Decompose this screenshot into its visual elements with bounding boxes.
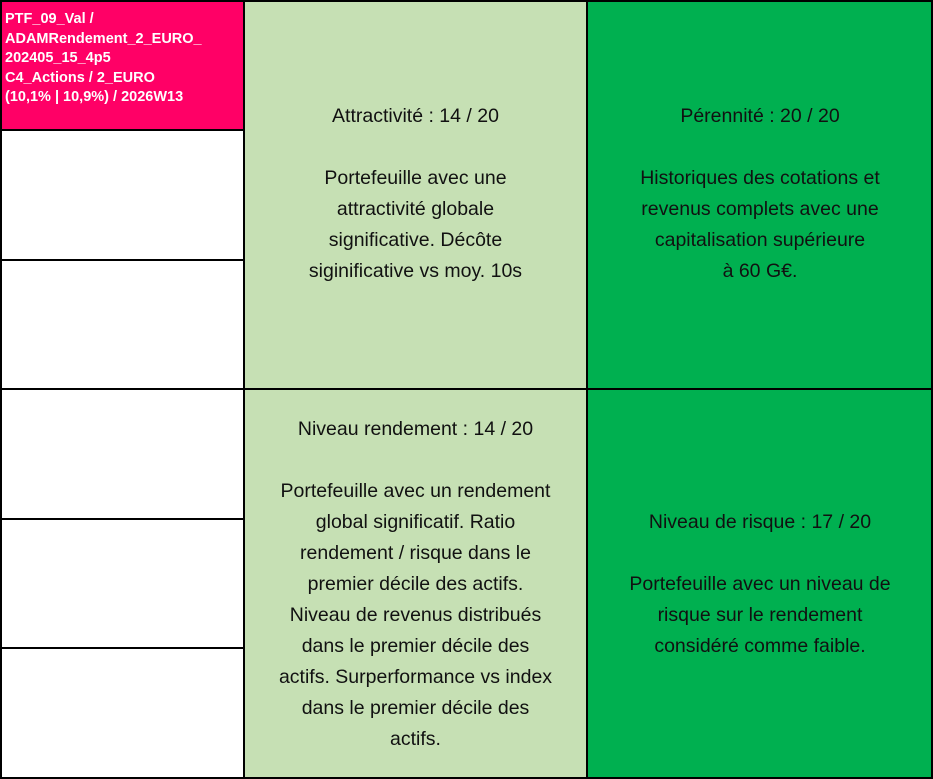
attractivite-score: Attractivité : 14 / 20 xyxy=(332,104,499,127)
empty-cell-3 xyxy=(0,389,244,519)
empty-cell-1 xyxy=(0,130,244,260)
rendement-cell xyxy=(244,389,587,779)
risque-description: Portefeuille avec un niveau de risque sur le rendement considéré comme faible. xyxy=(629,572,891,657)
perennite-cell xyxy=(587,0,933,389)
risque-score: Niveau de risque : 17 / 20 xyxy=(648,510,872,533)
empty-cell-5 xyxy=(0,648,244,779)
border-left-4 xyxy=(0,647,244,649)
empty-cell-2 xyxy=(0,260,244,389)
perennite-description: Historiques des cotations et revenus complets avec une capitalisation supérieure à 60 G€. xyxy=(640,166,880,282)
risque-cell xyxy=(587,389,933,779)
attractivite-cell xyxy=(244,0,587,389)
border-top xyxy=(0,0,933,2)
border-row-mid xyxy=(0,388,933,390)
border-left-2 xyxy=(0,259,244,261)
portfolio-title: PTF_09_Val / ADAMRendement_2_EURO_ 202405_15_4p5 C4_Actions / 2_EURO (10,1% | 10,9%) / 2026W13 xyxy=(0,0,244,130)
border-left-3 xyxy=(0,518,244,520)
rendement-description: Portefeuille avec un rendement global significatif. Ratio rendement / risque dans le premier décile des actifs. Niveau de revenus distribués dans le premier décile des actifs. Surperformance vs index dans le premier décile des actifs. xyxy=(278,479,553,750)
rendement-score: Niveau rendement : 14 / 20 xyxy=(297,417,534,440)
empty-cell-4 xyxy=(0,519,244,648)
attractivite-description: Portefeuille avec une attractivité globale significative. Décôte siginificative vs moy. 10s xyxy=(308,166,523,282)
border-left-1 xyxy=(0,129,244,131)
perennite-score: Pérennité : 20 / 20 xyxy=(680,104,840,127)
